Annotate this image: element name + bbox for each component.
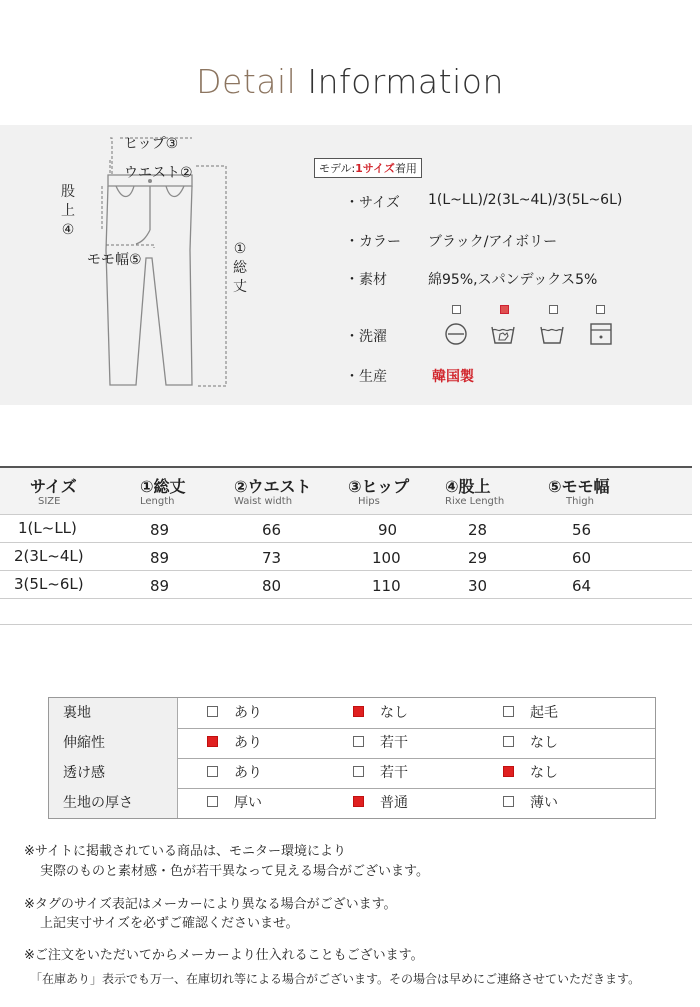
checkbox-checked	[503, 766, 514, 777]
length-char-2: 総	[233, 260, 247, 276]
title-information: Information	[307, 62, 504, 101]
length-char-3: 丈	[233, 279, 247, 295]
checkbox	[207, 796, 218, 807]
option-text: あり	[234, 705, 262, 721]
rise-char-3: ④	[61, 222, 75, 238]
fabric-option	[353, 788, 408, 818]
fabric-row-stretch	[49, 728, 655, 759]
size-cell: 60	[572, 549, 592, 567]
option-text: 普通	[380, 795, 408, 811]
title-detail: Detail	[196, 62, 297, 101]
checkbox	[503, 736, 514, 747]
size-header-length: ①総丈	[140, 477, 186, 496]
wash-check-1	[452, 305, 461, 314]
fabric-option	[353, 698, 408, 728]
wash-check-4	[596, 305, 605, 314]
page-title	[0, 62, 700, 101]
size-header-rise-en: Rixe Length	[445, 496, 505, 507]
spec-origin-value: 韓国製	[432, 369, 474, 385]
size-cell: 28	[468, 521, 488, 539]
size-row-divider	[0, 624, 692, 625]
size-cell: 66	[262, 521, 282, 539]
size-cell: 1(L~LL)	[18, 519, 77, 537]
fabric-option	[353, 728, 408, 758]
fabric-option	[207, 788, 262, 818]
option-text: 若干	[380, 735, 408, 751]
option-text: なし	[530, 735, 558, 751]
fabric-label: 透け感	[49, 758, 178, 788]
size-cell: 90	[378, 521, 398, 539]
thigh-label: モモ幅⑤	[87, 252, 142, 268]
fabric-label: 伸縮性	[49, 728, 178, 758]
size-cell: 2(3L~4L)	[14, 547, 84, 565]
size-cell: 56	[572, 521, 592, 539]
size-header-size-en: SIZE	[38, 496, 61, 507]
option-text: 厚い	[234, 795, 262, 811]
length-label	[232, 240, 248, 297]
fabric-row-sheerness	[49, 758, 655, 789]
spec-color-value: ブラック/アイボリー	[428, 234, 558, 250]
size-header-waist-en: Waist width	[234, 496, 293, 507]
size-row-divider	[0, 570, 692, 571]
spec-material-value: 綿95%,スパンデックス5%	[428, 272, 598, 288]
model-prefix: モデル:	[319, 162, 356, 175]
fabric-row-thickness	[49, 788, 655, 818]
checkbox	[207, 766, 218, 777]
size-cell: 30	[468, 577, 488, 595]
waist-label: ウエスト②	[124, 165, 193, 181]
rise-char-1: 股	[61, 184, 75, 200]
checkbox-checked	[353, 796, 364, 807]
fabric-attributes-table	[48, 697, 656, 819]
size-header-rise: ④股上	[445, 477, 491, 496]
checkbox-checked	[207, 736, 218, 747]
size-cell: 73	[262, 549, 282, 567]
size-row-divider	[0, 598, 692, 599]
fabric-option	[503, 788, 558, 818]
option-text: あり	[234, 765, 262, 781]
fabric-option	[503, 728, 558, 758]
option-text: 薄い	[530, 795, 558, 811]
spec-wash-key: ・洗濯	[345, 329, 387, 345]
note-order-1: ※ご注文をいただいてからメーカーより仕入れることもございます。	[24, 948, 424, 963]
model-suffix: 着用	[394, 162, 417, 175]
fabric-option	[207, 698, 262, 728]
wash-check-3	[549, 305, 558, 314]
size-table-top-rule	[0, 466, 692, 468]
spec-origin-key: ・生産	[345, 369, 387, 385]
spec-material-key: ・素材	[345, 272, 387, 288]
size-cell: 89	[150, 521, 170, 539]
wash-tub-icon	[539, 321, 565, 347]
size-cell: 29	[468, 549, 488, 567]
fabric-option	[503, 758, 558, 788]
option-text: なし	[380, 705, 408, 721]
hip-label: ヒップ③	[124, 136, 179, 152]
size-row-divider	[0, 542, 692, 543]
note-tag-2: 上記実寸サイズを必ずご確認くださいませ。	[40, 916, 299, 931]
spec-size-key: ・サイズ	[345, 195, 400, 211]
checkbox	[503, 706, 514, 717]
note-monitor-1: ※サイトに掲載されている商品は、モニター環境により	[24, 844, 346, 859]
size-header-size: サイズ	[30, 477, 77, 496]
size-cell: 100	[372, 549, 401, 567]
size-row-divider	[0, 514, 692, 515]
wash-check-2	[500, 305, 509, 314]
note-monitor-2: 実際のものと素材感・色が若干異なって見える場合がございます。	[40, 864, 429, 879]
fabric-row-lining	[49, 698, 655, 729]
tumble-dry-icon	[588, 321, 614, 347]
fabric-option	[353, 758, 408, 788]
size-header-thigh: ⑤モモ幅	[548, 477, 610, 496]
length-char-1: ①	[233, 241, 247, 257]
size-cell: 89	[150, 549, 170, 567]
size-cell: 80	[262, 577, 282, 595]
note-tag-1: ※タグのサイズ表記はメーカーにより異なる場合がございます。	[24, 897, 397, 912]
rise-label	[60, 183, 76, 240]
option-text: なし	[530, 765, 558, 781]
checkbox	[353, 766, 364, 777]
spec-size-value: 1(L~LL)/2(3L~4L)/3(5L~6L)	[428, 192, 623, 208]
size-cell: 64	[572, 577, 592, 595]
fabric-label: 裏地	[49, 698, 178, 728]
size-header-length-en: Length	[140, 496, 175, 507]
size-header-hips: ③ヒップ	[348, 477, 410, 496]
fabric-label: 生地の厚さ	[49, 788, 178, 818]
rise-char-2: 上	[61, 203, 75, 219]
fabric-option	[503, 698, 558, 728]
note-order-2: 「在庫あり」表示でも万一、在庫切れ等による場合がございます。その場合は早めにご連絡させていただきます。	[30, 972, 641, 986]
option-text: 起毛	[530, 705, 558, 721]
checkbox	[503, 796, 514, 807]
fabric-option	[207, 728, 262, 758]
checkbox	[207, 706, 218, 717]
checkbox	[353, 736, 364, 747]
checkbox-checked	[353, 706, 364, 717]
fabric-option	[207, 758, 262, 788]
size-cell: 110	[372, 577, 401, 595]
size-cell: 89	[150, 577, 170, 595]
size-header-thigh-en: Thigh	[566, 496, 594, 507]
size-header-waist: ②ウエスト	[234, 477, 312, 496]
size-cell: 3(5L~6L)	[14, 575, 84, 593]
dry-clean-icon	[443, 321, 469, 347]
size-header-hips-en: Hips	[358, 496, 380, 507]
option-text: 若干	[380, 765, 408, 781]
model-size-badge	[314, 158, 422, 178]
hand-wash-icon	[490, 321, 516, 347]
option-text: あり	[234, 735, 262, 751]
spec-color-key: ・カラー	[345, 234, 401, 250]
model-size: 1サイズ	[355, 162, 395, 175]
